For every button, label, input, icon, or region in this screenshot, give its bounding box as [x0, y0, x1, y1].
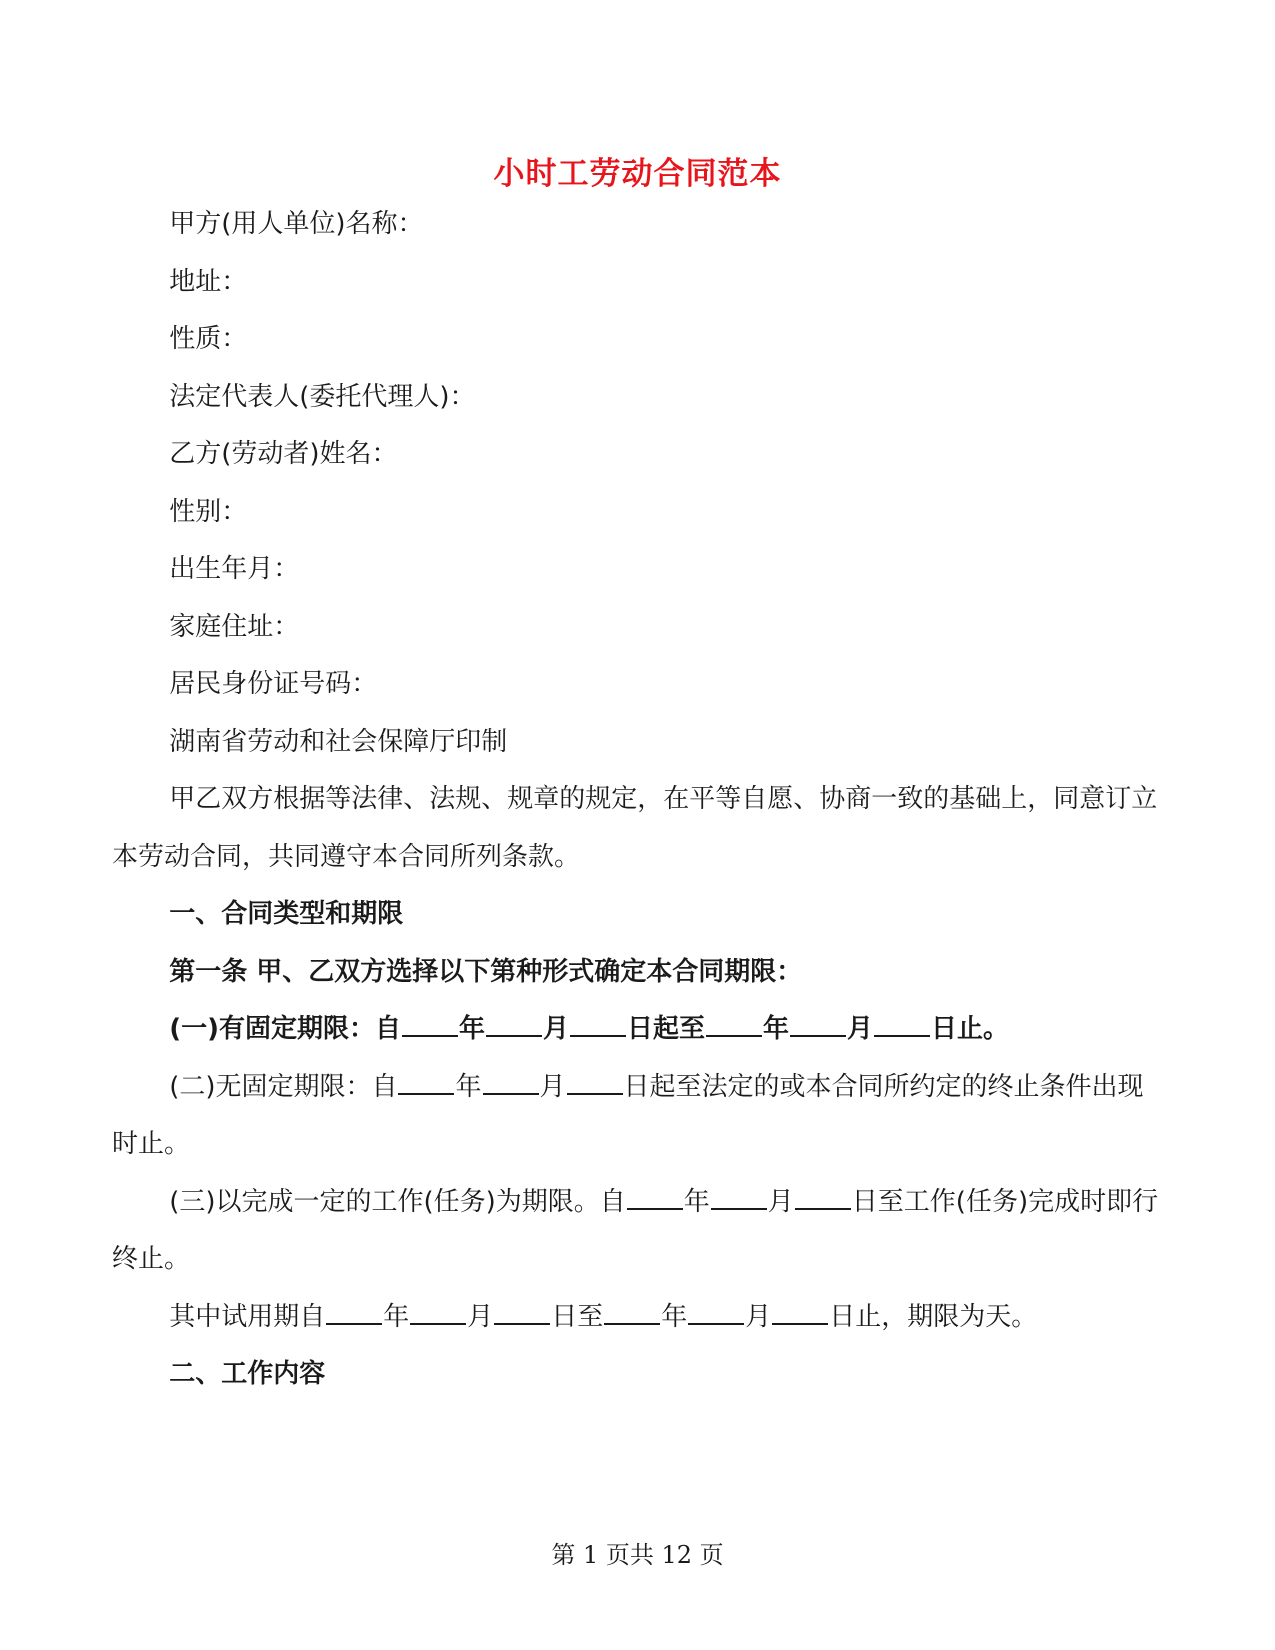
- article1: 第一条 甲、乙双方选择以下第种形式确定本合同期限：: [169, 956, 803, 987]
- term-option-open-ended: [112, 1059, 1162, 1174]
- blank-line: [570, 1034, 626, 1037]
- blank-line: [790, 1034, 846, 1037]
- term-fixed-text-4: 日起至: [627, 1014, 706, 1044]
- blank-line: [627, 1207, 683, 1210]
- document-title: 小时工劳动合同范本: [493, 156, 782, 192]
- term-fixed-text-6: 月: [847, 1014, 874, 1044]
- blank-line: [410, 1322, 466, 1325]
- field-gender: 性别：: [169, 496, 248, 527]
- probation-text-2: 年: [383, 1301, 410, 1332]
- term-option-task-based: [112, 1174, 1162, 1289]
- blank-line: [795, 1207, 851, 1210]
- term-fixed-text-7: 日止。: [931, 1014, 1010, 1044]
- field-birth-date: 出生年月：: [169, 554, 300, 584]
- term-option-fixed: [112, 1001, 1162, 1059]
- blank-line: [326, 1322, 382, 1325]
- section2-heading: 二、工作内容: [169, 1359, 326, 1389]
- blank-line: [688, 1322, 744, 1325]
- blank-line: [711, 1207, 767, 1210]
- blank-line: [494, 1322, 550, 1325]
- document-body: [112, 196, 1162, 1404]
- blank-line: [483, 1092, 539, 1095]
- probation-text-3: 月: [467, 1301, 494, 1332]
- term-fixed-text-5: 年: [763, 1014, 790, 1044]
- blank-line: [398, 1092, 454, 1095]
- blank-line: [486, 1034, 542, 1037]
- term-task-text-1: (三)以完成一定的工作(任务)为期限。自: [169, 1186, 626, 1217]
- field-id-number: 居民身份证号码：: [169, 669, 378, 699]
- term-open-text-3: 月: [539, 1071, 566, 1102]
- blank-line: [604, 1322, 660, 1325]
- term-task-text-2: 年: [683, 1186, 710, 1217]
- field-legal-representative: 法定代表人(委托代理人)：: [169, 381, 476, 412]
- term-fixed-text-3: 月: [542, 1014, 569, 1044]
- probation-text-4: 日至: [551, 1301, 604, 1332]
- field-employee-name: 乙方(劳动者)姓名：: [169, 439, 398, 469]
- blank-line: [567, 1092, 623, 1095]
- field-employer-name: 甲方(用人单位)名称：: [169, 209, 424, 239]
- blank-line: [706, 1034, 762, 1037]
- probation-period: [112, 1289, 1162, 1347]
- field-address: 地址：: [169, 266, 248, 297]
- intro-paragraph: 甲乙双方根据等法律、法规、规章的规定，在平等自愿、协商一致的基础上，同意订立本劳动合同，共同遵守本合同所列条款。: [112, 784, 1158, 872]
- field-home-address: 家庭住址：: [169, 611, 300, 642]
- term-task-text-4: 日至工作(任务)完成时即行终止。: [112, 1186, 1159, 1274]
- probation-text-6: 月: [745, 1301, 772, 1332]
- term-fixed-text-2: 年: [458, 1014, 485, 1044]
- probation-text-1: 其中试用期自: [169, 1301, 326, 1332]
- term-open-text-4: 日起至法定的或本合同所约定的终止条件出现时止。: [112, 1071, 1144, 1159]
- section1-heading: 一、合同类型和期限: [169, 899, 404, 929]
- term-fixed-text-1: (一)有固定期限：自: [169, 1014, 401, 1044]
- probation-text-7: 日止，期限为天。: [829, 1301, 1038, 1332]
- term-open-text-2: 年: [455, 1071, 482, 1102]
- blank-line: [772, 1322, 828, 1325]
- term-open-text-1: (二)无固定期限：自: [169, 1071, 398, 1102]
- term-task-text-3: 月: [767, 1186, 794, 1217]
- blank-line: [402, 1034, 458, 1037]
- probation-text-5: 年: [661, 1301, 688, 1332]
- printer-note: 湖南省劳动和社会保障厅印制: [169, 726, 508, 757]
- field-nature: 性质：: [169, 324, 248, 354]
- page-number-footer: 第 1 页共 12 页: [551, 1541, 724, 1569]
- blank-line: [874, 1034, 930, 1037]
